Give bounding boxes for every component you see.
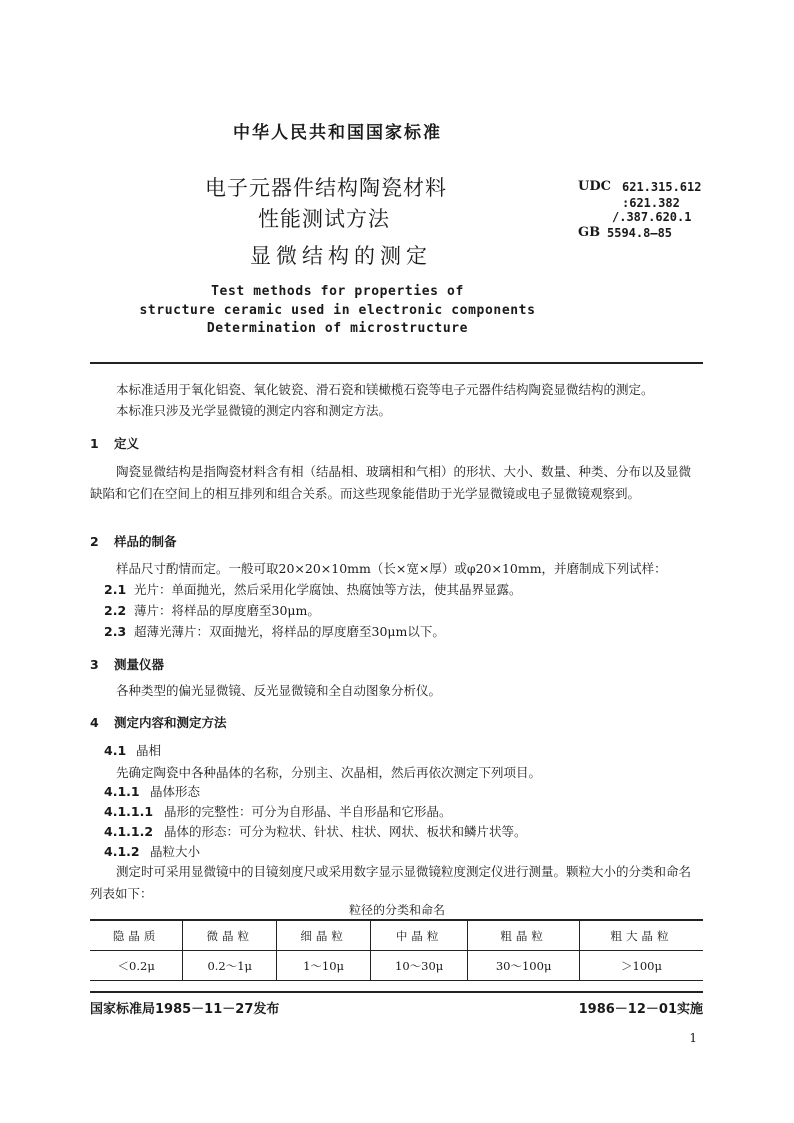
section-2-title: 样品的制备 xyxy=(114,534,177,549)
table-header-cell: 细晶粒 xyxy=(277,920,371,951)
clause-4-1-1-2-text: 晶体的形态：可分为粒状、针状、柱状、网状、板状和鳞片状等。 xyxy=(164,824,527,839)
udc-code-2: :621.382 xyxy=(622,196,680,210)
udc-code-3: /.387.620.1 xyxy=(612,210,692,224)
clause-2-3 xyxy=(104,622,445,640)
clause-4-1-number: 4.1 xyxy=(104,743,127,758)
table-header-row xyxy=(90,920,703,951)
section-3-title: 测量仪器 xyxy=(114,657,165,672)
bottom-divider xyxy=(90,991,703,993)
clause-4-1-1-title: 晶体形态 xyxy=(150,784,201,799)
section-3-text: 各种类型的偏光显微镜、反光显微镜和全自动图象分析仪。 xyxy=(116,683,442,698)
title-cn-line-2: 性能测试方法 xyxy=(258,207,390,231)
table-cell: 10～30μ xyxy=(371,951,468,981)
table-header-cell: 粗大晶粒 xyxy=(580,920,703,951)
section-1-title: 定义 xyxy=(114,436,140,451)
clause-2-2-number: 2.2 xyxy=(104,603,127,618)
title-cn-line-1: 电子元器件结构陶瓷材料 xyxy=(205,176,447,200)
clause-2-1-number: 2.1 xyxy=(104,582,127,597)
clause-4-1-1-2 xyxy=(104,822,527,840)
clause-2-3-text: 超薄光薄片：双面抛光，将样品的厚度磨至30μm以下。 xyxy=(134,624,445,639)
clause-4-1-2-number: 4.1.2 xyxy=(104,844,140,859)
section-4-heading xyxy=(90,713,227,731)
clause-4-1-2-text: 测定时可采用显微镜中的目镜刻度尺或采用数字显示显微镜粒度测定仪进行测量。颗粒大小的分类和命名列表如下： xyxy=(90,864,692,901)
clause-4-1-1-number: 4.1.1 xyxy=(104,784,140,799)
section-2-text: 样品尺寸酌情而定。一般可取20×20×10mm（长×宽×厚）或φ20×10mm，并磨制成下列试样： xyxy=(116,561,667,576)
clause-2-2 xyxy=(104,601,320,619)
udc-code-1: 621.315.612 xyxy=(622,180,702,194)
standard-country-label: 中华人民共和国国家标准 xyxy=(233,123,442,143)
grain-size-table xyxy=(90,919,703,981)
clause-4-1-2 xyxy=(104,842,200,860)
clause-4-1-1 xyxy=(104,782,200,800)
table-caption: 粒径的分类和命名 xyxy=(348,903,445,917)
table-cell: ＞100μ xyxy=(580,951,703,981)
clause-2-3-number: 2.3 xyxy=(104,624,127,639)
section-1-number: 1 xyxy=(90,436,99,451)
section-1-text: 陶瓷显微结构是指陶瓷材料含有相（结晶相、玻璃相和气相）的形状、大小、数量、种类、分布以及显微缺陷和它们在空间上的相互排列和组合关系。而这些现象能借助于光学显微镜或电子显微镜观察到。 xyxy=(90,464,692,501)
gb-number: 5594.8—85 xyxy=(607,226,673,240)
section-1-heading xyxy=(90,434,139,452)
section-2-number: 2 xyxy=(90,534,99,549)
top-divider xyxy=(90,362,703,364)
section-3-heading xyxy=(90,655,164,673)
table-cell: 30～100μ xyxy=(468,951,580,981)
table-header-cell: 隐晶质 xyxy=(90,920,183,951)
udc-label: UDC xyxy=(578,179,611,194)
title-en-line-1: Test methods for properties of xyxy=(211,284,464,299)
clause-4-1-title: 晶相 xyxy=(136,743,162,758)
section-3-number: 3 xyxy=(90,657,99,672)
clause-4-1-1-1-number: 4.1.1.1 xyxy=(104,804,154,819)
clause-2-1 xyxy=(104,580,522,598)
table-header-cell: 微晶粒 xyxy=(183,920,277,951)
issue-date: 国家标准局1985－11－27发布 xyxy=(90,1002,280,1017)
clause-2-1-text: 光片：单面抛光，然后采用化学腐蚀、热腐蚀等方法，使其晶界显露。 xyxy=(134,582,522,597)
title-en-line-3: Determination of microstructure xyxy=(206,321,469,336)
title-en-line-2: structure ceramic used in electronic components xyxy=(139,303,536,318)
section-4-number: 4 xyxy=(90,715,99,730)
section-2-heading xyxy=(90,532,177,550)
table-row xyxy=(90,951,703,981)
table-cell: 0.2～1μ xyxy=(183,951,277,981)
title-cn-line-3: 显微结构的测定 xyxy=(250,244,432,268)
implementation-date: 1986－12－01实施 xyxy=(578,1002,703,1017)
clause-4-1-2-title: 晶粒大小 xyxy=(150,844,201,859)
page-number: 1 xyxy=(689,1031,697,1045)
section-4-title: 测定内容和测定方法 xyxy=(114,715,227,730)
gb-label: GB xyxy=(578,225,601,240)
table-cell: ＜0.2μ xyxy=(90,951,183,981)
clause-2-2-text: 薄片：将样品的厚度磨至30μm。 xyxy=(134,603,320,618)
intro-paragraph-1: 本标准适用于氧化铝瓷、氧化铍瓷、滑石瓷和镁橄榄石瓷等电子元器件结构陶瓷显微结构的测定。 xyxy=(116,382,654,397)
clause-4-1-1-1 xyxy=(104,802,452,820)
clause-4-1-1-1-text: 晶形的完整性：可分为自形晶、半自形晶和它形晶。 xyxy=(164,804,452,819)
clause-4-1-text: 先确定陶瓷中各种晶体的名称，分别主、次晶相，然后再依次测定下列项目。 xyxy=(116,765,542,780)
clause-4-1 xyxy=(104,741,161,759)
table-header-cell: 中晶粒 xyxy=(371,920,468,951)
table-header-cell: 粗晶粒 xyxy=(468,920,580,951)
table-cell: 1～10μ xyxy=(277,951,371,981)
intro-paragraph-2: 本标准只涉及光学显微镜的测定内容和测定方法。 xyxy=(116,403,392,418)
clause-4-1-1-2-number: 4.1.1.2 xyxy=(104,824,154,839)
